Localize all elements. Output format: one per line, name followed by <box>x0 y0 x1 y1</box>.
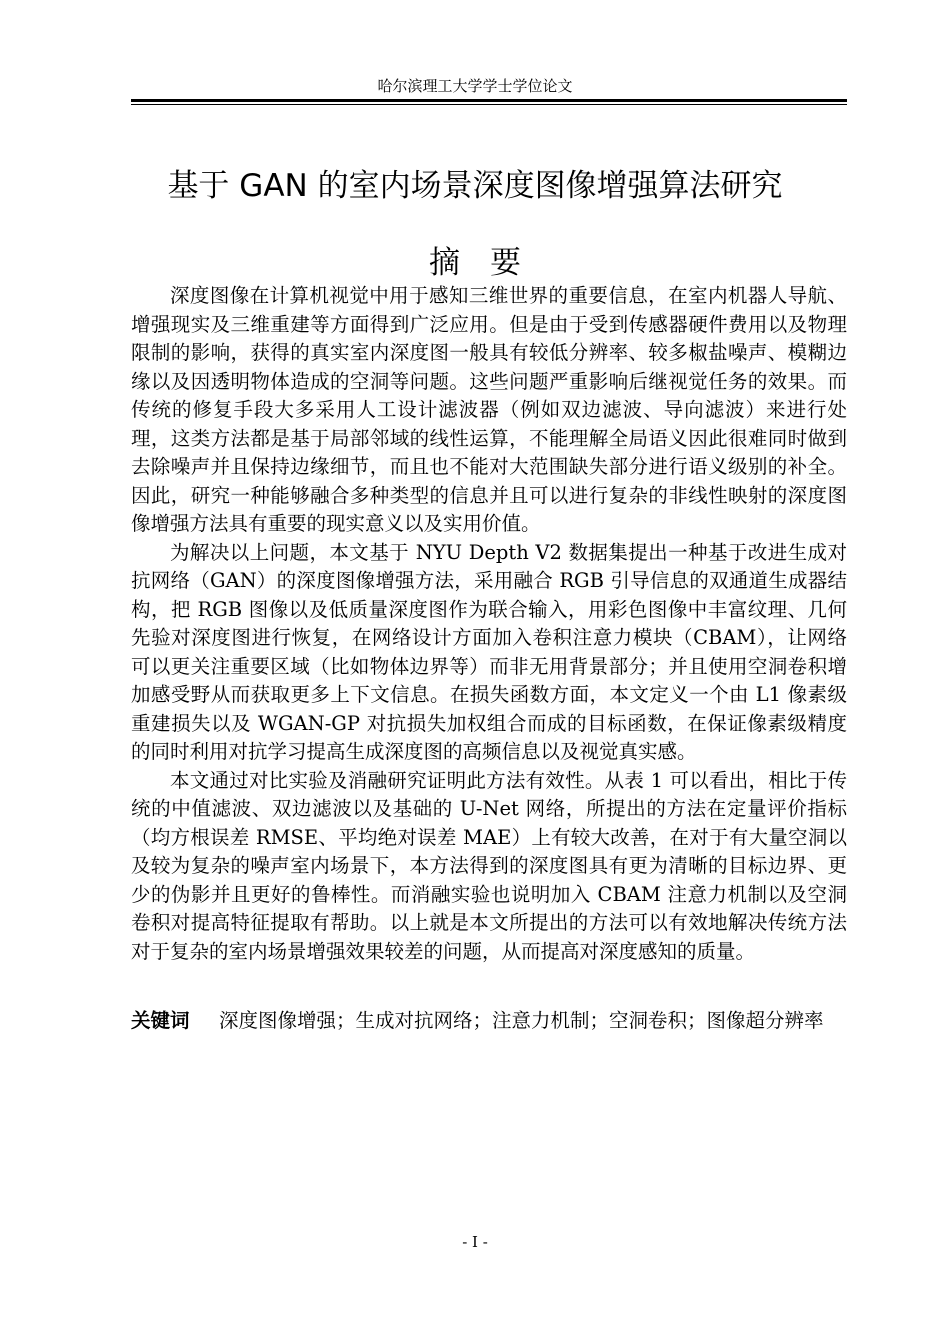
running-header: 哈尔滨理工大学学士学位论文 <box>377 77 573 95</box>
thesis-title: 基于 GAN 的室内场景深度图像增强算法研究 <box>167 168 783 204</box>
keywords-section <box>131 1007 847 1036</box>
header-rule-thick <box>131 99 847 102</box>
abstract-paragraph: 为解决以上问题，本文基于 NYU Depth V2 数据集提出一种基于改进生成对抗网络（GAN）的深度图像增强方法，采用融合 RGB 引导信息的双通道生成器结构，把 RGB 图像以及低质量深度图作为联合输入，用彩色图像中丰富纹理、几何先验对深度图进行恢复，在网络设计方面加入卷积注意力模块（CBAM），让网络可以更关注重要区域（比如物体边界等）而非无用背景部分；并且使用空洞卷积增加感受野从而获取更多上下文信息。在损失函数方面，本文定义一个由 L1 像素级重建损失以及 WGAN-GP 对抗损失加权组合而成的目标函数，在保证像素级精度的同时利用对抗学习提高生成深度图的高频信息以及视觉真实感。 <box>131 540 847 763</box>
keywords-text: 深度图像增强；生成对抗网络；注意力机制；空洞卷积；图像超分辨率 <box>219 1009 824 1032</box>
keywords-label: 关键词 <box>131 1009 190 1032</box>
abstract-body <box>131 282 847 966</box>
abstract-heading: 摘要 <box>429 245 551 281</box>
page-number: - I - <box>462 1233 488 1251</box>
header-rule-thin <box>131 104 847 105</box>
abstract-paragraph: 本文通过对比实验及消融研究证明此方法有效性。从表 1 可以看出，相比于传统的中值滤波、双边滤波以及基础的 U-Net 网络，所提出的方法在定量评价指标（均方根误差 RMSE、平均绝对误差 MAE）上有较大改善，在对于有大量空洞以及较为复杂的噪声室内场景下，本方法得到的深度图具有更为清晰的目标边界、更少的伪影并且更好的鲁棒性。而消融实验也说明加入 CBAM 注意力机制以及空洞卷积对提高特征提取有帮助。以上就是本文所提出的方法可以有效地解决传统方法对于复杂的室内场景增强效果较差的问题，从而提高对深度感知的质量。 <box>131 768 847 963</box>
abstract-paragraph: 深度图像在计算机视觉中用于感知三维世界的重要信息，在室内机器人导航、增强现实及三维重建等方面得到广泛应用。但是由于受到传感器硬件费用以及物理限制的影响，获得的真实室内深度图一般具有较低分辨率、较多椒盐噪声、模糊边缘以及因透明物体造成的空洞等问题。这些问题严重影响后继视觉任务的效果。而传统的修复手段大多采用人工设计滤波器（例如双边滤波、导向滤波）来进行处理，这类方法都是基于局部邻域的线性运算，不能理解全局语义因此很难同时做到去除噪声并且保持边缘细节，而且也不能对大范围缺失部分进行语义级别的补全。因此，研究一种能够融合多种类型的信息并且可以进行复杂的非线性映射的深度图像增强方法具有重要的现实意义以及实用价值。 <box>131 284 847 535</box>
